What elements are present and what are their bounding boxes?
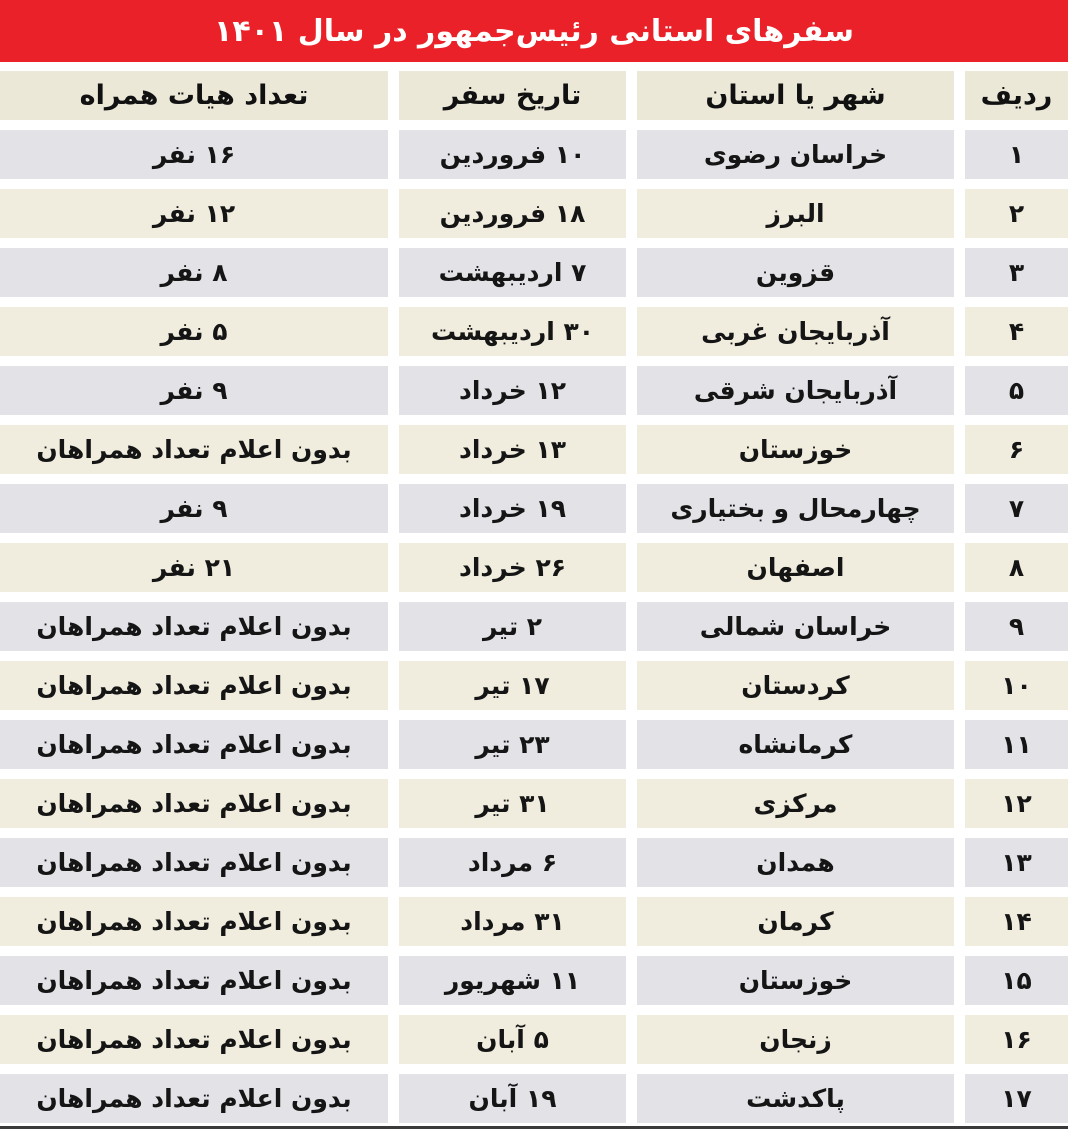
table-row [0,543,1068,592]
table-row [0,720,1068,769]
cell-row-number: ۸ [965,543,1068,592]
cell-companions: بدون اعلام تعداد همراهان [0,838,388,887]
cell-companions: بدون اعلام تعداد همراهان [0,425,388,474]
cell-trip-date: ۱۸ فروردین [399,189,626,238]
cell-trip-date: ۷ اردیبهشت [399,248,626,297]
cell-companions: بدون اعلام تعداد همراهان [0,602,388,651]
cell-trip-date: ۵ آبان [399,1015,626,1064]
cell-companions: بدون اعلام تعداد همراهان [0,1015,388,1064]
table-row [0,838,1068,887]
table-row [0,189,1068,238]
cell-trip-date: ۱۹ خرداد [399,484,626,533]
cell-row-number: ۴ [965,307,1068,356]
cell-province: خراسان شمالی [637,602,954,651]
column-header-row-number: ردیف [965,71,1068,120]
table-title: سفرهای استانی رئیس‌جمهور در سال ۱۴۰۱ [0,0,1068,62]
table-row [0,897,1068,946]
cell-province: چهارمحال و بختیاری [637,484,954,533]
cell-province: پاکدشت [637,1074,954,1123]
table-row [0,956,1068,1005]
cell-companions: ۹ نفر [0,366,388,415]
cell-companions: بدون اعلام تعداد همراهان [0,779,388,828]
cell-companions: بدون اعلام تعداد همراهان [0,897,388,946]
cell-trip-date: ۱۳ خرداد [399,425,626,474]
cell-companions: بدون اعلام تعداد همراهان [0,956,388,1005]
cell-trip-date: ۶ مرداد [399,838,626,887]
cell-row-number: ۱۵ [965,956,1068,1005]
cell-trip-date: ۱۱ شهریور [399,956,626,1005]
cell-row-number: ۱۲ [965,779,1068,828]
cell-trip-date: ۱۲ خرداد [399,366,626,415]
table-row [0,602,1068,651]
table-row [0,1015,1068,1064]
trips-table [0,71,1068,1123]
cell-province: خوزستان [637,956,954,1005]
cell-row-number: ۹ [965,602,1068,651]
cell-province: اصفهان [637,543,954,592]
cell-trip-date: ۱۹ آبان [399,1074,626,1123]
cell-row-number: ۷ [965,484,1068,533]
cell-province: زنجان [637,1015,954,1064]
table-row [0,779,1068,828]
cell-province: آذربایجان غربی [637,307,954,356]
cell-companions: ۵ نفر [0,307,388,356]
cell-row-number: ۲ [965,189,1068,238]
cell-trip-date: ۱۰ فروردین [399,130,626,179]
table-row [0,484,1068,533]
cell-companions: ۲۱ نفر [0,543,388,592]
table-row [0,661,1068,710]
cell-province: خراسان رضوی [637,130,954,179]
cell-trip-date: ۳۰ اردیبهشت [399,307,626,356]
cell-companions: بدون اعلام تعداد همراهان [0,720,388,769]
cell-row-number: ۱۱ [965,720,1068,769]
table-row [0,425,1068,474]
cell-row-number: ۱ [965,130,1068,179]
table-row [0,248,1068,297]
bottom-border [0,1126,1068,1129]
cell-province: قزوین [637,248,954,297]
cell-companions: بدون اعلام تعداد همراهان [0,661,388,710]
table-row [0,1074,1068,1123]
cell-row-number: ۶ [965,425,1068,474]
cell-trip-date: ۳۱ مرداد [399,897,626,946]
cell-trip-date: ۲۶ خرداد [399,543,626,592]
cell-trip-date: ۲۳ تیر [399,720,626,769]
cell-province: کرمان [637,897,954,946]
column-header-row [0,71,1068,120]
column-header-province: شهر یا استان [637,71,954,120]
cell-row-number: ۵ [965,366,1068,415]
cell-row-number: ۱۳ [965,838,1068,887]
table-row [0,307,1068,356]
cell-trip-date: ۲ تیر [399,602,626,651]
cell-row-number: ۱۰ [965,661,1068,710]
column-header-trip-date: تاریخ سفر [399,71,626,120]
column-header-companions: تعداد هیات همراه [0,71,388,120]
cell-companions: ۱۲ نفر [0,189,388,238]
cell-row-number: ۳ [965,248,1068,297]
cell-companions: ۱۶ نفر [0,130,388,179]
cell-province: کرمانشاه [637,720,954,769]
cell-row-number: ۱۴ [965,897,1068,946]
cell-province: کردستان [637,661,954,710]
cell-row-number: ۱۷ [965,1074,1068,1123]
cell-row-number: ۱۶ [965,1015,1068,1064]
cell-province: همدان [637,838,954,887]
cell-companions: ۹ نفر [0,484,388,533]
cell-province: مرکزی [637,779,954,828]
cell-province: البرز [637,189,954,238]
cell-province: آذربایجان شرقی [637,366,954,415]
cell-companions: ۸ نفر [0,248,388,297]
cell-trip-date: ۱۷ تیر [399,661,626,710]
cell-trip-date: ۳۱ تیر [399,779,626,828]
table-row [0,366,1068,415]
cell-companions: بدون اعلام تعداد همراهان [0,1074,388,1123]
table-row [0,130,1068,179]
cell-province: خوزستان [637,425,954,474]
